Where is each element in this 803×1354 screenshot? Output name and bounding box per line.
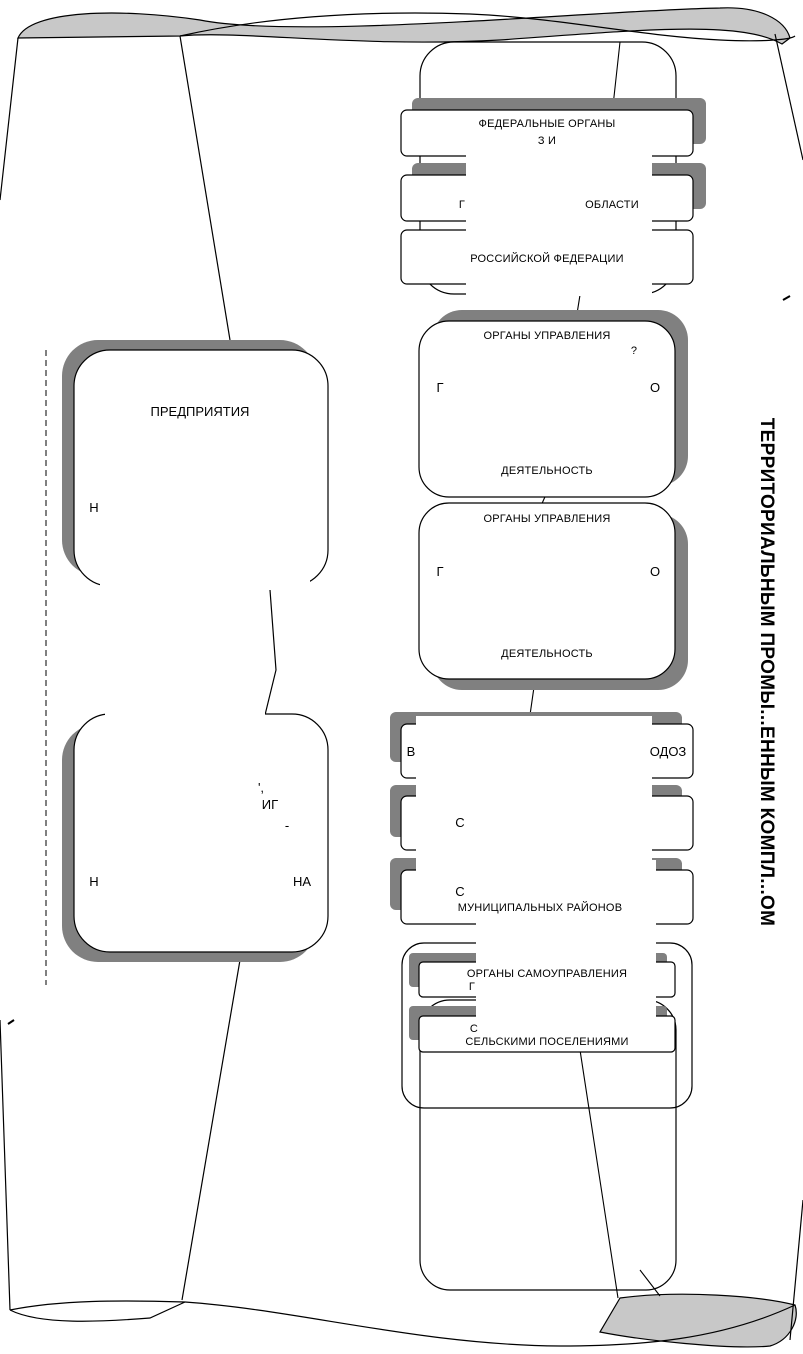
row1-right: ОДОЗ [649,744,687,759]
connector-2 [640,1270,660,1296]
cover-lower2 [476,860,656,1040]
second-line2: ИГ [261,797,279,812]
second-line5: НА [292,874,312,889]
mark-bottom [8,1020,14,1024]
cover-left-bottom [105,700,265,930]
bottom-banner-shadow [600,1294,796,1347]
gov2-line-left: Г [436,564,444,579]
rf-label: РОССИЙСКОЙ ФЕДЕРАЦИИ [470,253,624,265]
local2-sub: СЕЛЬСКИМИ ПОСЕЛЕНИЯМИ [465,1036,629,1048]
row1-left: В [406,744,416,759]
gov1-line-right: О [649,380,661,395]
region-prefix: Г [458,199,466,211]
gov2-line-right: О [649,564,661,579]
cover-left-top [100,430,310,590]
row2-left: С [455,815,465,830]
enterprises-line2: Н [89,500,99,515]
mark-top [783,296,790,300]
bottom-banner-left [10,1302,185,1321]
second-line4: Н [89,874,99,889]
federal-sub: З И [537,135,557,147]
gov1-line-left: Г [436,380,444,395]
gov1-mark: ? [630,345,638,357]
gov2-footer: ДЕЯТЕЛЬНОСТЬ [501,648,593,660]
gov2-heading: ОРГАНЫ УПРАВЛЕНИЯ [483,513,611,525]
region-label: ОБЛАСТИ [585,199,639,211]
page-title: ТЕРРИТОРИАЛЬНЫМ ПРОМЫ...ЕННЫМ КОМПЛ...ОМ [756,417,777,927]
gov1-footer: ДЕЯТЕЛЬНОСТЬ [501,465,593,477]
second-line3: - [284,818,290,833]
local1-sub: Г [468,981,476,993]
local1-label: ОРГАНЫ САМОУПРАВЛЕНИЯ [466,968,628,980]
cover-mid [448,340,638,470]
right-frame [775,34,803,1340]
left-frame [0,36,276,1310]
row3-left: С [455,884,465,899]
second-line1: ', [257,780,265,795]
cover-mid2 [448,530,638,650]
row3-sub: МУНИЦИПАЛЬНЫХ РАЙОНОВ [457,902,623,914]
local2-left: С [469,1023,479,1035]
federal-label: ФЕДЕРАЛЬНЫЕ ОРГАНЫ [478,118,616,130]
enterprises-heading: ПРЕДПРИЯТИЯ [150,404,250,419]
gov1-heading: ОРГАНЫ УПРАВЛЕНИЯ [483,330,611,342]
cover-top-right [466,126,652,296]
